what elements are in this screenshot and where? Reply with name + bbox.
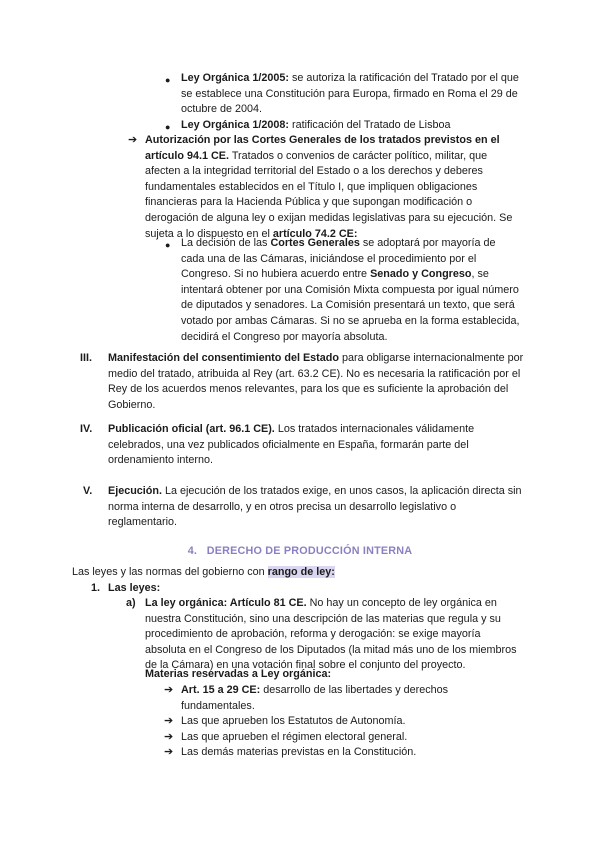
- intro-line: Las leyes y las normas del gobierno con rango de ley:: [72, 566, 335, 578]
- bullet-icon: ●: [165, 122, 171, 132]
- roman-numeral-v: V.: [83, 485, 93, 497]
- materias-reservadas-heading: Materias reservadas a Ley orgánica:: [145, 668, 332, 680]
- ley-organica-paragraph: La ley orgánica: Artículo 81 CE. No hay un concepto de ley orgánica en nuestra Constitución, sino una descripción de las materias que regula y su procedimiento de aprobación, reforma y derogación: se exige mayoría absoluta en el Congreso de los Diputados (la mitad más uno de los miembros de la Cámara) en una votación final sobre el conjunto del proyecto.: [145, 597, 517, 672]
- arrow-item-autorizacion: Autorización por las Cortes Generales de los tratados previstos en el artículo 94.1 CE. Tratados o convenios de carácter político, militar, que afecten a la integridad territorial del Estado o a los derechos y deberes fundamentales establecidos en el Título I, que impliquen obligaciones financieras para la Hacienda Pública y que supongan modificación o derogación de alguna ley o exijan medidas legislativas para su ejecución. Se sujeta a lo dispuesto en el artículo 74.2 CE:: [145, 134, 513, 240]
- arrow-icon: ➔: [164, 715, 174, 727]
- bullet-item-cortes-generales: La decisión de las Cortes Generales se adoptará por mayoría de cada una de las Cámaras, iniciándose el procedimiento por el Congreso. Si no hubiera acuerdo entre Senado y Congreso, se intentará obtener por una Comisión Mixta compuesta por igual número de diputados y senadores. La Comisión presentará un texto, que será votado por ambas Cámaras. Si no se aprueba en la forma establecida, decidirá el Congreso por mayoría absoluta.: [181, 237, 520, 343]
- materia-item: Las que aprueben el régimen electoral general.: [181, 731, 408, 743]
- section-v-ejecucion: Ejecución. La ejecución de los tratados exige, en unos casos, la aplicación directa sin norma interna de desarrollo, y en otros precisa un desarrollo legislativo o reglamentario.: [108, 485, 522, 529]
- materia-item: Art. 15 a 29 CE: desarrollo de las libertades y derechos fundamentales.: [181, 684, 449, 712]
- bullet-item-lo-1-2005: Ley Orgánica 1/2005: se autoriza la ratificación del Tratado por el que se establece una Constitución para Europa, firmado en Roma el 29 de octubre de 2004.: [181, 72, 519, 116]
- roman-numeral-iv: IV.: [80, 423, 93, 435]
- section-iii-manifestacion: Manifestación del consentimiento del Estado para obligarse internacionalmente por medio del tratado, atribuida al Rey (art. 63.2 CE). No es necesaria la ratificación por el Rey de los acuerdos menos relevantes, para los que es suficiente la aprobación del Gobierno.: [108, 352, 524, 411]
- section-iv-publicacion: Publicación oficial (art. 96.1 CE). Los tratados internacionales válidamente celebrados, una vez publicados oficialmente en España, formarán parte del ordenamiento interno.: [108, 423, 475, 467]
- arrow-icon: ➔: [164, 684, 174, 696]
- bullet-icon: ●: [165, 75, 171, 85]
- list-letter-a: a): [126, 597, 136, 609]
- roman-numeral-iii: III.: [80, 352, 92, 364]
- list-number-1: 1.: [91, 582, 101, 594]
- section-heading-4: 4. DERECHO DE PRODUCCIÓN INTERNA: [187, 545, 413, 557]
- arrow-icon: ➔: [128, 134, 138, 146]
- arrow-icon: ➔: [164, 746, 174, 758]
- bullet-item-lo-1-2008: Ley Orgánica 1/2008: ratificación del Tratado de Lisboa: [181, 119, 451, 131]
- materia-item: Las que aprueben los Estatutos de Autonomía.: [181, 715, 406, 727]
- materia-item: Las demás materias previstas en la Constitución.: [181, 746, 417, 758]
- bullet-icon: ●: [165, 240, 171, 250]
- list-heading-las-leyes: Las leyes:: [108, 582, 161, 594]
- highlight-rango-de-ley: rango de ley:: [267, 566, 335, 578]
- arrow-icon: ➔: [164, 731, 174, 743]
